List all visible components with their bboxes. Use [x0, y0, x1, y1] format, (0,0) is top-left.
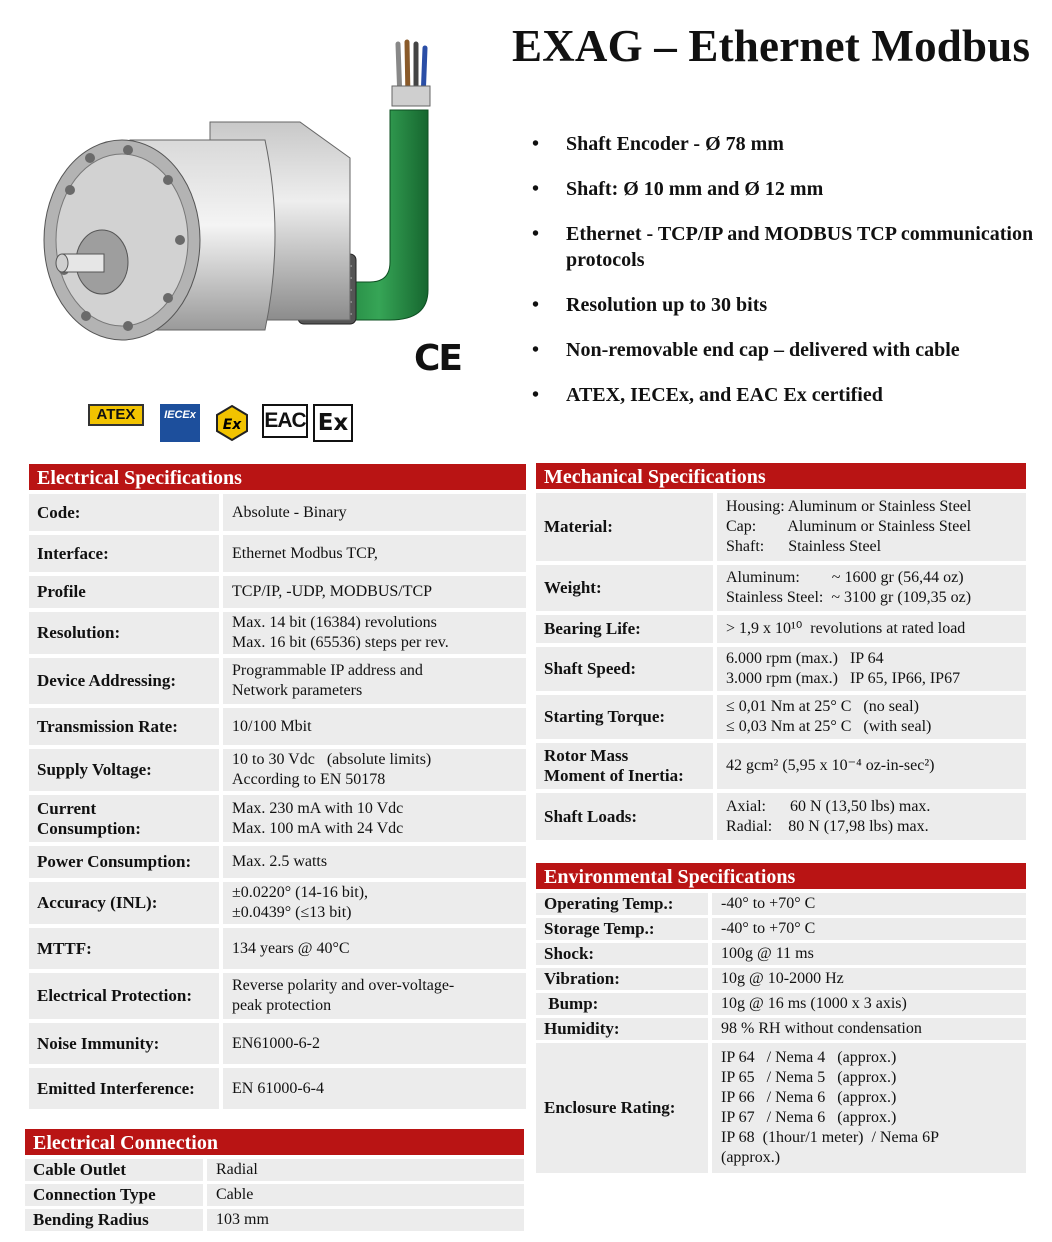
spec-row [25, 1159, 524, 1181]
spec-row [536, 1018, 1026, 1040]
spec-label: Shock: [544, 944, 595, 963]
spec-row [29, 576, 526, 608]
spec-label: Supply Voltage: [37, 760, 152, 779]
spec-label: Transmission Rate: [37, 716, 178, 736]
page-title: EXAG – Ethernet Modbus [512, 21, 1031, 71]
spec-value: Max. 230 mA with 10 Vdc Max. 100 mA with 24 Vdc [219, 795, 526, 842]
environmental-specifications [536, 863, 1026, 1173]
spec-row [536, 968, 1026, 990]
spec-row [536, 743, 1026, 789]
spec-row [29, 795, 526, 842]
feature-item: • ATEX, IECEx, and EAC Ex certified [532, 382, 1042, 408]
spec-row [29, 1068, 526, 1109]
iecex-logo: IECEx [160, 404, 200, 442]
spec-label: Rotor Mass Moment of Inertia: [544, 746, 684, 785]
spec-row [536, 918, 1026, 940]
spec-value: Axial: 60 N (13,50 lbs) max. Radial: 80 N (17,98 lbs) max. [713, 793, 1026, 840]
spec-label: Power Consumption: [37, 852, 192, 871]
electrical-connection [25, 1129, 524, 1231]
spec-row [536, 647, 1026, 691]
spec-value: ±0.0220° (14-16 bit), ±0.0439° (≤13 bit) [219, 882, 526, 924]
spec-row [536, 615, 1026, 643]
mechanical-specifications [536, 463, 1026, 840]
feature-list [532, 131, 1042, 427]
spec-value: 10/100 Mbit [219, 708, 526, 745]
spec-row [25, 1209, 524, 1231]
spec-value: 100g @ 11 ms [708, 943, 1026, 965]
spec-row [536, 793, 1026, 840]
spec-row [29, 882, 526, 924]
connection-rows [25, 1159, 524, 1231]
spec-value: -40° to +70° C [708, 918, 1026, 940]
spec-row [29, 494, 526, 531]
spec-label: Accuracy (INL): [37, 893, 158, 912]
spec-row [536, 695, 1026, 739]
spec-row [536, 943, 1026, 965]
spec-value: Aluminum: ~ 1600 gr (56,44 oz) Stainless Steel: ~ 3100 gr (109,35 oz) [713, 565, 1026, 611]
feature-item: • Shaft: Ø 10 mm and Ø 12 mm [532, 176, 1042, 202]
spec-label: Electrical Protection: [37, 986, 192, 1005]
spec-value: TCP/IP, -UDP, MODBUS/TCP [219, 576, 526, 608]
feature-item: • Shaft Encoder - Ø 78 mm [532, 131, 1042, 157]
feature-item: • Ethernet - TCP/IP and MODBUS TCP communication protocols [532, 221, 1042, 273]
spec-row [29, 708, 526, 745]
spec-label: Interface: [37, 543, 109, 563]
spec-label: Material: [544, 517, 613, 536]
environmental-specifications-heading: Environmental Specifications [536, 863, 1026, 889]
spec-value: Max. 2.5 watts [219, 846, 526, 878]
spec-value: Radial [203, 1159, 524, 1181]
feature-item: • Non-removable end cap – delivered with cable [532, 337, 1042, 363]
spec-label: Enclosure Rating: [544, 1098, 676, 1117]
ex-hexagon-text: Ex [222, 417, 242, 433]
feature-item: • Resolution up to 30 bits [532, 292, 1042, 318]
electrical-connection-heading: Electrical Connection [25, 1129, 524, 1155]
spec-value: 98 % RH without condensation [708, 1018, 1026, 1040]
electrical-specifications [29, 464, 526, 1109]
ex-hexagon-logo [215, 404, 249, 442]
electrical-rows [29, 494, 526, 1109]
spec-value: 103 mm [203, 1209, 524, 1231]
mechanical-specifications-heading: Mechanical Specifications [536, 463, 1026, 489]
spec-value: > 1,9 x 10¹⁰ revolutions at rated load [713, 615, 1026, 643]
spec-label: Device Addressing: [37, 671, 176, 690]
spec-label: Shaft Speed: [544, 659, 637, 678]
spec-label: Vibration: [544, 969, 620, 988]
spec-value: -40° to +70° C [708, 893, 1026, 915]
ex-logo: Ex [313, 404, 353, 442]
spec-label: Resolution: [37, 623, 121, 642]
spec-value: Reverse polarity and over-voltage- peak protection [219, 973, 526, 1019]
spec-label: Starting Torque: [544, 707, 666, 726]
spec-value: 10g @ 10-2000 Hz [708, 968, 1026, 990]
spec-value: 42 gcm² (5,95 x 10⁻⁴ oz-in-sec²) [713, 743, 1026, 789]
spec-label: Code: [37, 502, 81, 522]
spec-label: Weight: [544, 578, 602, 597]
atex-logo: ATEX [88, 404, 144, 426]
encoder-product-image [30, 30, 470, 360]
spec-label: Operating Temp.: [544, 894, 674, 913]
spec-label: Connection Type [33, 1185, 156, 1204]
spec-row [29, 535, 526, 572]
spec-label: MTTF: [37, 938, 92, 958]
spec-row [536, 1043, 1026, 1173]
spec-row [29, 749, 526, 791]
spec-value: 10 to 30 Vdc (absolute limits) According to EN 50178 [219, 749, 526, 791]
environmental-rows [536, 893, 1026, 1173]
mechanical-rows [536, 493, 1026, 840]
spec-value: Absolute - Binary [219, 494, 526, 531]
spec-label: Bearing Life: [544, 619, 641, 638]
spec-value: 134 years @ 40°C [219, 928, 526, 969]
spec-row [536, 993, 1026, 1015]
spec-label: Shaft Loads: [544, 806, 638, 826]
spec-label: Profile [37, 582, 86, 601]
spec-label: Bump: [544, 994, 599, 1013]
spec-row [25, 1184, 524, 1206]
ce-mark: CE [414, 338, 462, 379]
spec-value: Ethernet Modbus TCP, [219, 535, 526, 572]
spec-value: 10g @ 16 ms (1000 x 3 axis) [708, 993, 1026, 1015]
spec-label: Emitted Interference: [37, 1078, 195, 1098]
spec-value: EN61000-6-2 [219, 1023, 526, 1064]
spec-label: Bending Radius [33, 1210, 149, 1229]
spec-row [536, 565, 1026, 611]
spec-value: Housing: Aluminum or Stainless Steel Cap: Aluminum or Stainless Steel Shaft: Stainless Steel [713, 493, 1026, 561]
eac-logo: EAC [262, 404, 308, 438]
spec-row [29, 1023, 526, 1064]
spec-row [29, 846, 526, 878]
spec-label: Storage Temp.: [544, 919, 655, 938]
spec-value: 6.000 rpm (max.) IP 64 3.000 rpm (max.) IP 65, IP66, IP67 [713, 647, 1026, 691]
spec-row [29, 928, 526, 969]
spec-value: EN 61000-6-4 [219, 1068, 526, 1109]
spec-row [29, 973, 526, 1019]
spec-value: Max. 14 bit (16384) revolutions Max. 16 bit (65536) steps per rev. [219, 612, 526, 654]
spec-label: Noise Immunity: [37, 1033, 160, 1053]
spec-value: Cable [203, 1184, 524, 1206]
spec-row [29, 658, 526, 704]
spec-value: IP 64 / Nema 4 (approx.) IP 65 / Nema 5 (approx.) IP 66 / Nema 6 (approx.) IP 67 / Nema 6 (approx.) IP 68 (1hour/1 meter) / Nema 6P (approx.) [708, 1043, 1026, 1173]
spec-label: Current Consumption: [37, 798, 141, 838]
spec-row [536, 493, 1026, 561]
spec-value: Programmable IP address and Network parameters [219, 658, 526, 704]
electrical-specifications-heading: Electrical Specifications [29, 464, 526, 490]
spec-row [29, 612, 526, 654]
spec-value: ≤ 0,01 Nm at 25° C (no seal) ≤ 0,03 Nm at 25° C (with seal) [713, 695, 1026, 739]
spec-label: Cable Outlet [33, 1160, 127, 1179]
spec-row [536, 893, 1026, 915]
spec-label: Humidity: [544, 1019, 620, 1038]
